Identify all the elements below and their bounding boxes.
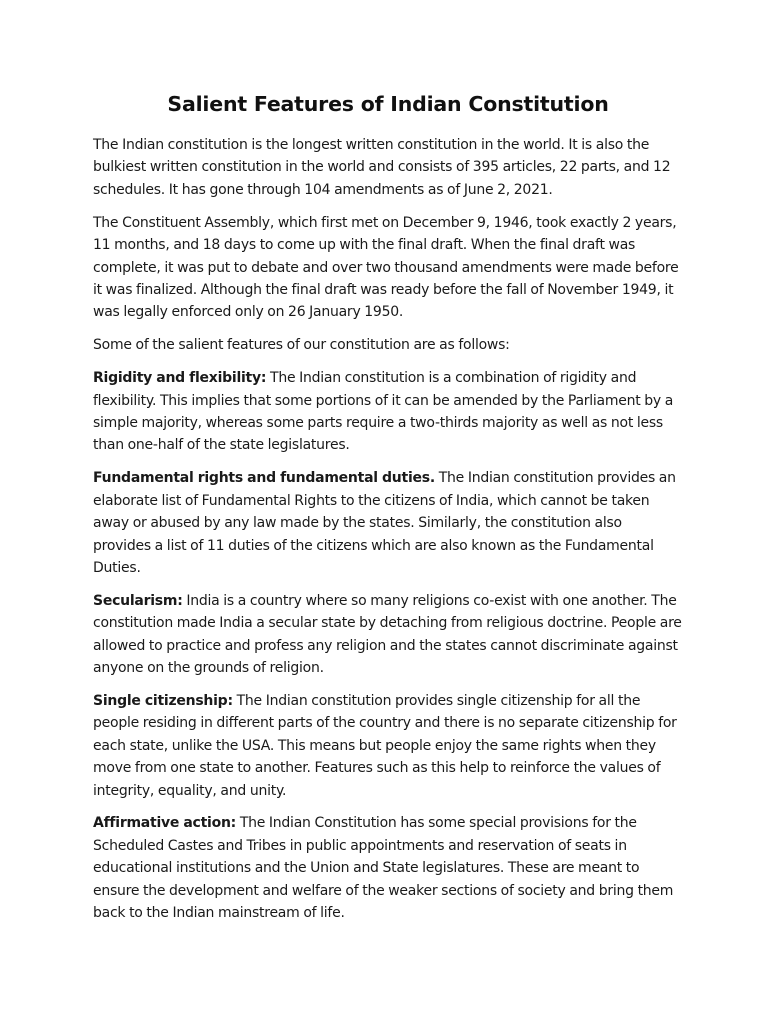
feature-text: India is a country where so many religions co-exist with one another. The constitution made India a secular state by detaching from religious doctrine. People are allowed to practice and profess any religion and the states cannot discriminate against anyone on the grounds of religion. bbox=[93, 592, 682, 677]
feature-text: The Indian constitution is a combination of rigidity and flexibility. This implies that some portions of it can be amended by the Parliament by a simple majority, whereas some parts require a two-thirds majority as well as not less than one-half of the state legislatures. bbox=[93, 370, 674, 454]
feature-term: Rigidity and flexibility: bbox=[93, 370, 267, 387]
intro-paragraph: The Constituent Assembly, which first met on December 9, 1946, took exactly 2 years, 11 months, and 18 days to come up with the final draft. When the final draft was complete, it was put to debate and over two thousand amendments were made before it was finalized. Although the final draft was ready before the fall of November 1949, it was legally enforced only on 26 January 1950. bbox=[93, 214, 679, 321]
feature-paragraph-single-citizenship bbox=[93, 690, 683, 802]
feature-paragraph-rigidity bbox=[93, 367, 683, 457]
feature-paragraph-affirmative-action bbox=[93, 812, 683, 924]
feature-paragraph-secularism bbox=[93, 590, 683, 680]
feature-text: The Indian Constitution has some special provisions for the Scheduled Castes and Tribes in public appointments and reservation of seats in educational institutions and the Union and State legislatures. These are meant to ensure the development and welfare of the weaker sections of society and bring them back to the Indian mainstream of life. bbox=[93, 815, 674, 922]
document-page bbox=[93, 88, 683, 935]
feature-term: Fundamental rights and fundamental duties. bbox=[93, 470, 435, 487]
feature-text: The Indian constitution provides an elaborate list of Fundamental Rights to the citizens of India, which cannot be taken away or abused by any law made by the states. Similarly, the constitution also provides a list of 11 duties of the citizens which are also known as the Fundamental Duties. bbox=[93, 470, 676, 576]
feature-paragraph-fundamental-rights bbox=[93, 467, 683, 579]
intro-paragraph: The Indian constitution is the longest written constitution in the world. It is also the bulkiest written constitution in the world and consists of 395 articles, 22 parts, and 12 schedules. It has gone through 104 amendments as of June 2, 2021. bbox=[93, 137, 671, 198]
feature-term: Secularism: bbox=[93, 592, 183, 609]
feature-text: The Indian constitution provides single citizenship for all the people residing in different parts of the country and there is no separate citizenship for each state, unlike the USA. This means but people enjoy the same rights when they move from one state to another. Features such as this help to reinforce the values of integrity, equality, and unity. bbox=[93, 692, 677, 799]
document-title: Salient Features of Indian Constitution bbox=[167, 92, 609, 116]
feature-term: Affirmative action: bbox=[93, 815, 237, 832]
feature-term: Single citizenship: bbox=[93, 692, 233, 709]
intro-paragraph: Some of the salient features of our constitution are as follows: bbox=[93, 337, 510, 354]
